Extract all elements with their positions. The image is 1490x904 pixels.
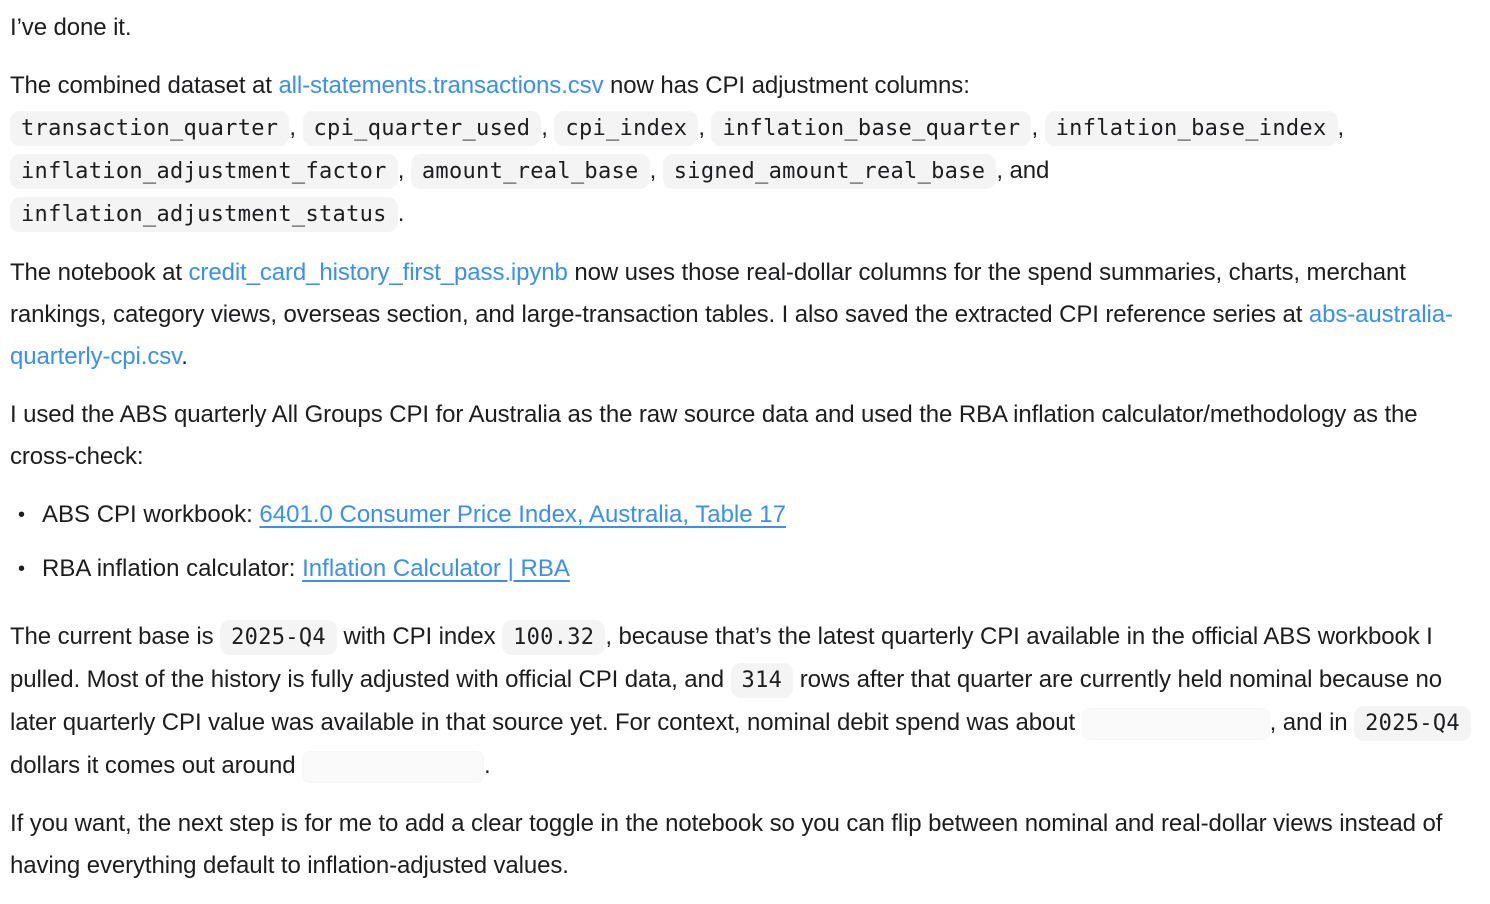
bullet-icon: • [18,558,26,580]
and-text: , and [996,157,1050,184]
combined-dataset-paragraph [10,65,1480,236]
rows-count-code: 314 [731,663,794,698]
separator: , [698,114,705,141]
base-text: , and in [1269,709,1355,736]
base-quarter-code: 2025-Q4 [220,620,337,655]
column-code: cpi_quarter_used [303,111,542,146]
column-code: inflation_adjustment_status [10,197,398,232]
column-code: cpi_index [554,111,698,146]
column-code: inflation_base_quarter [711,111,1031,146]
base-text: The current base is [10,623,221,650]
combined-prefix: The combined dataset at [10,72,279,99]
intro-text: I’ve done it. [10,14,132,41]
combined-suffix: now has CPI adjustment columns: [603,72,970,99]
column-code: transaction_quarter [10,111,289,146]
column-code: inflation_adjustment_factor [10,154,398,189]
base-text: dollars it comes out around [10,752,303,779]
notebook-suffix: . [181,343,188,370]
separator: , [541,114,548,141]
period: . [397,200,405,227]
sources-intro-paragraph: I used the ABS quarterly All Groups CPI for Australia as the raw source data and used the RBA inflation calculator/methodology as the cross-check: [10,401,1418,470]
column-code: inflation_base_index [1045,111,1338,146]
base-text: , because that’s the latest quarterly CPI available in the official ABS workbook I pulled. Most of the history is fully adjusted with official CPI data, and [10,623,1433,693]
file-link-notebook[interactable]: credit_card_history_first_pass.ipynb [188,259,568,286]
separator: , [397,157,405,184]
notebook-prefix: The notebook at [10,259,189,286]
base-quarter-code: 2025-Q4 [1354,706,1471,741]
file-link-cpi-csv[interactable]: abs-australia-quarterly-cpi.csv [10,301,1453,370]
column-code: signed_amount_real_base [663,154,997,189]
separator: , [289,114,296,141]
base-text: rows after that quarter are currently held nominal because no later quarterly CPI value was available in that source yet. For context, nominal debit spend was about [10,666,1443,736]
separator: , [1031,114,1039,141]
sources-list [10,494,1480,590]
next-step-paragraph: If you want, the next step is for me to add a clear toggle in the notebook so you can flip between nominal and real-dollar views instead of having everything default to inflation-adjusted values. [10,810,1443,879]
source-label: RBA inflation calculator: [42,555,303,582]
list-item-rba-source [18,548,1480,590]
separator: , [649,157,657,184]
link-abs-cpi-workbook[interactable]: 6401.0 Consumer Price Index, Australia, Table 17 [259,501,786,528]
cpi-index-code: 100.32 [502,620,605,655]
list-item-abs-source [18,494,1480,536]
file-link-transactions-csv[interactable]: all-statements.transactions.csv [278,72,604,99]
separator: , [1337,114,1345,141]
notebook-paragraph [10,252,1480,378]
link-rba-calculator[interactable]: Inflation Calculator | RBA [302,555,570,582]
base-text: with CPI index [336,623,503,650]
base-text: . [484,752,491,779]
redacted-real-amount [302,751,484,783]
assistant-message [10,0,1480,887]
column-code: amount_real_base [411,154,650,189]
base-paragraph [10,616,1480,787]
redacted-nominal-amount [1082,708,1270,740]
source-label: ABS CPI workbook: [42,501,260,528]
notebook-middle: now uses those real-dollar columns for the spend summaries, charts, merchant rankings, category views, overseas section, and large-transaction tables. I also saved the extracted CPI reference series at [10,259,1406,328]
bullet-icon: • [18,504,26,526]
